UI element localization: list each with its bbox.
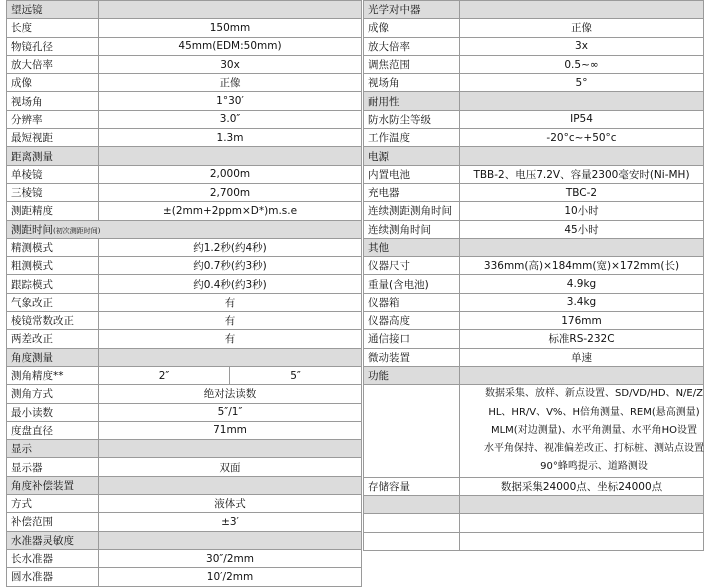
- spec-label: 测距时间: [11, 223, 53, 236]
- spec-value: 1°30′: [99, 92, 362, 110]
- section-header-angle: 角度测量: [7, 348, 99, 366]
- spec-label: 长水准器: [7, 549, 99, 567]
- function-list: [460, 385, 704, 477]
- spec-label: 连续测距测角时间: [364, 202, 460, 220]
- spec-label: 连续测角时间: [364, 220, 460, 238]
- spec-label: 跟踪模式: [7, 275, 99, 293]
- spec-label: 测距精度: [7, 202, 99, 220]
- spec-label: 视场角: [7, 92, 99, 110]
- spec-value: 5″/1″: [99, 403, 362, 421]
- spec-value: 约1.2秒(约4秒): [99, 238, 362, 256]
- spec-value: 液体式: [99, 495, 362, 513]
- spec-label: 最小读数: [7, 403, 99, 421]
- spec-value: 3x: [460, 37, 704, 55]
- spec-value: 正像: [99, 74, 362, 92]
- spec-value: ±(2mm+2ppm×D*)m.s.e: [99, 202, 362, 220]
- spec-label: 粗测模式: [7, 257, 99, 275]
- spec-label: 物镜孔径: [7, 37, 99, 55]
- section-header-measure-time: [7, 220, 362, 238]
- spec-value: TBB-2、电压7.2V、容量2300毫安时(Ni-MH): [460, 165, 704, 183]
- function-line: 水平角保持、视准偏差改正、打标桩、测站点设置: [484, 443, 704, 455]
- spec-value: 0.5~∞: [460, 55, 704, 73]
- spec-label: 两差改正: [7, 330, 99, 348]
- spec-label: 防水防尘等级: [364, 110, 460, 128]
- spec-value: 176mm: [460, 312, 704, 330]
- spec-value: 绝对法读数: [99, 385, 362, 403]
- spec-label: 长度: [7, 19, 99, 37]
- spec-value: 数据采集24000点、坐标24000点: [460, 477, 704, 495]
- spec-label: 三棱镜: [7, 183, 99, 201]
- spec-value: 30″/2mm: [99, 549, 362, 567]
- spec-label: 补偿范围: [7, 513, 99, 531]
- spec-label: 仪器箱: [364, 293, 460, 311]
- spec-value: 正像: [460, 19, 704, 37]
- spec-value: 2″: [99, 366, 230, 384]
- spec-value: 3.4kg: [460, 293, 704, 311]
- spec-label: 方式: [7, 495, 99, 513]
- section-header-distance: 距离测量: [7, 147, 99, 165]
- spec-value: 150mm: [99, 19, 362, 37]
- spec-label: 显示器: [7, 458, 99, 476]
- spec-value: 3.0″: [99, 110, 362, 128]
- spec-value: 5°: [460, 74, 704, 92]
- spec-value: 4.9kg: [460, 275, 704, 293]
- section-header-compensator: 角度补偿装置: [7, 476, 99, 494]
- section-header-plummet: 光学对中器: [364, 1, 460, 19]
- spec-value: 5″: [230, 366, 362, 384]
- spec-label: 度盘直径: [7, 421, 99, 439]
- spec-value: IP54: [460, 110, 704, 128]
- spec-value: 45mm(EDM:50mm): [99, 37, 362, 55]
- spec-label: 成像: [7, 74, 99, 92]
- spec-label: 成像: [364, 19, 460, 37]
- spec-value: 有: [99, 330, 362, 348]
- spec-value: 2,700m: [99, 183, 362, 201]
- section-header-display: 显示: [7, 440, 99, 458]
- spec-value: 双面: [99, 458, 362, 476]
- spec-value: 2,000m: [99, 165, 362, 183]
- function-line: 90°蜂鸣提示、道路测设: [540, 461, 648, 473]
- spec-note: (初次测距时间): [53, 226, 101, 235]
- spec-label: 棱镜常数改正: [7, 312, 99, 330]
- section-header-durability: 耐用性: [364, 92, 460, 110]
- spec-label: 微动装置: [364, 348, 460, 366]
- spec-label: 存储容量: [364, 477, 460, 495]
- spec-label: 重量(含电池): [364, 275, 460, 293]
- spec-value: 10小时: [460, 202, 704, 220]
- spec-value: -20°c~+50°c: [460, 129, 704, 147]
- function-line: HL、HR/V、V%、H倍角测量、REM(悬高测量): [488, 406, 700, 418]
- spec-value: 1.3m: [99, 129, 362, 147]
- spec-label: 充电器: [364, 183, 460, 201]
- spec-label: 仪器尺寸: [364, 257, 460, 275]
- section-header-level-sensitivity: 水准器灵敏度: [7, 531, 99, 549]
- spec-value: 有: [99, 293, 362, 311]
- spec-label: 测角精度**: [7, 366, 99, 384]
- spec-label: 工作温度: [364, 129, 460, 147]
- spec-label: 单棱镜: [7, 165, 99, 183]
- section-header-function: 功能: [364, 366, 460, 384]
- spec-label: 放大倍率: [364, 37, 460, 55]
- spec-value: ±3′: [99, 513, 362, 531]
- spec-label: 气象改正: [7, 293, 99, 311]
- section-header-other: 其他: [364, 238, 460, 256]
- spec-value: 约0.7秒(约3秒): [99, 257, 362, 275]
- spec-value: 单速: [460, 348, 704, 366]
- spec-label: 通信接口: [364, 330, 460, 348]
- spec-label: 仪器高度: [364, 312, 460, 330]
- section-header-telescope: 望远镜: [7, 1, 99, 19]
- spec-table-left: [6, 0, 361, 587]
- spec-value: 45小时: [460, 220, 704, 238]
- spec-table-right: [363, 0, 717, 551]
- spec-value: 标准RS-232C: [460, 330, 704, 348]
- function-line: 数据采集、放样、新点设置、SD/VD/HD、N/E/Z: [485, 388, 703, 400]
- spec-value: 10′/2mm: [99, 568, 362, 586]
- spec-label: 内置电池: [364, 165, 460, 183]
- spec-label: 放大倍率: [7, 55, 99, 73]
- spec-label: 测角方式: [7, 385, 99, 403]
- section-header-power: 电源: [364, 147, 460, 165]
- spec-value: 有: [99, 312, 362, 330]
- spec-value: 336mm(高)×184mm(宽)×172mm(长): [460, 257, 704, 275]
- spec-value: TBC-2: [460, 183, 704, 201]
- spec-label: 最短视距: [7, 129, 99, 147]
- spec-label: 分辨率: [7, 110, 99, 128]
- function-line: MLM(对边测量)、水平角测量、水平角HO设置: [490, 424, 698, 436]
- spec-label: 视场角: [364, 74, 460, 92]
- spec-value: 71mm: [99, 421, 362, 439]
- spec-label: 精测模式: [7, 238, 99, 256]
- spec-label: 圆水准器: [7, 568, 99, 586]
- spec-label: 调焦范围: [364, 55, 460, 73]
- spec-value: 30x: [99, 55, 362, 73]
- spec-value: 约0.4秒(约3秒): [99, 275, 362, 293]
